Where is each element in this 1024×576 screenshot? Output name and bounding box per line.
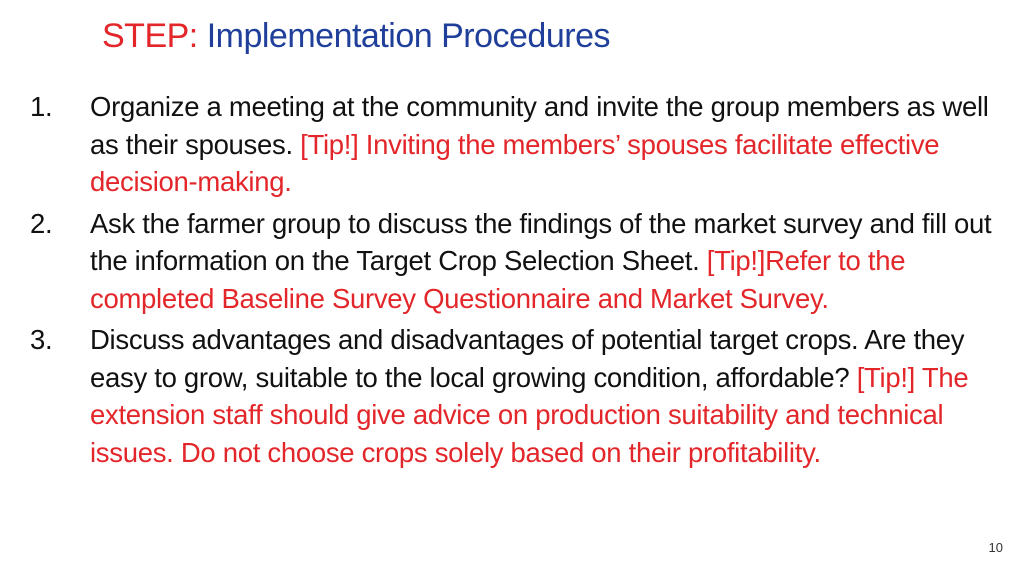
title-prefix: STEP: — [102, 17, 198, 55]
step-number: 3. — [30, 324, 53, 355]
step-number: 1. — [30, 91, 53, 122]
steps-list — [30, 88, 1005, 475]
step-number: 2. — [30, 207, 53, 239]
step-3 — [30, 321, 1005, 471]
step-tip: [Tip!] Inviting the members’ spouses facilitate effective decision-making. — [90, 128, 940, 197]
page-number: 10 — [988, 540, 1003, 555]
step-1 — [30, 88, 1005, 201]
step-2 — [30, 205, 1005, 318]
step-tip: [Tip!]Refer to the completed Baseline Survey Questionnaire and Market Survey. — [90, 245, 906, 314]
step-tip: [Tip!] The extension staff should give advice on production suitability and technical issues. Do not choose crops solely based on their profitability. — [90, 361, 969, 468]
slide-title — [102, 14, 610, 58]
step-text: Organize a meeting at the community and invite the group members as well as their spouses. — [90, 91, 989, 160]
step-text: Discuss advantages and disadvantages of potential target crops. Are they easy to grow, suitable to the local growing condition, affordable? — [90, 324, 965, 393]
title-main: Implementation Procedures — [206, 17, 610, 55]
step-text: Ask the farmer group to discuss the findings of the market survey and fill out the information on the Target Crop Selection Sheet. — [90, 207, 992, 276]
